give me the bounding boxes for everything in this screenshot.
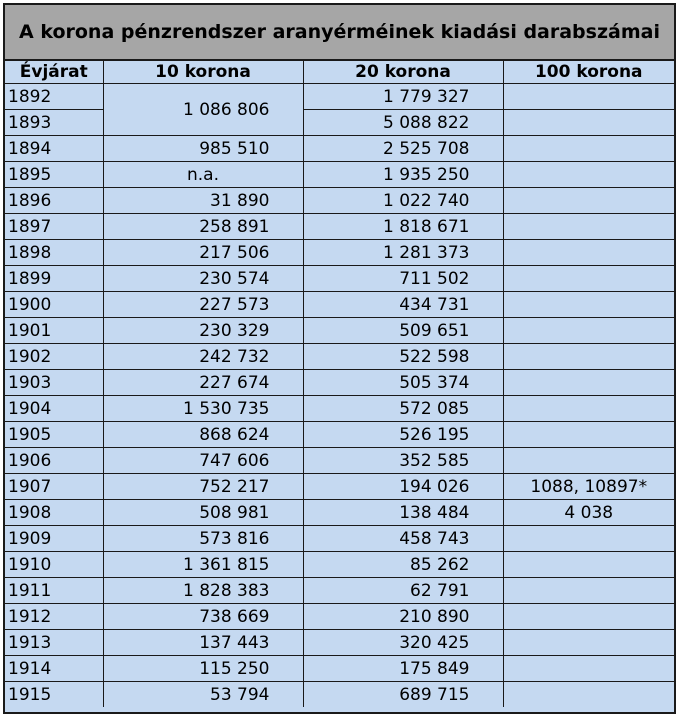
table-row: [5, 474, 674, 500]
table-row: [5, 552, 674, 578]
cell-year: 1914: [5, 656, 103, 682]
cell-100-korona: [503, 318, 674, 344]
cell-100-korona: [503, 422, 674, 448]
table-row: [5, 500, 674, 526]
table-row: [5, 630, 674, 656]
cell-year: 1902: [5, 344, 103, 370]
cell-year: 1901: [5, 318, 103, 344]
cell-year: 1903: [5, 370, 103, 396]
cell-10-korona: 137 443: [103, 630, 303, 656]
header-10-korona: 10 korona: [103, 61, 303, 84]
cell-100-korona: [503, 84, 674, 110]
cell-10-korona: 115 250: [103, 656, 303, 682]
table-row: [5, 578, 674, 604]
cell-20-korona: 526 195: [303, 422, 503, 448]
table-row: [5, 84, 674, 110]
cell-20-korona: 194 026: [303, 474, 503, 500]
cell-20-korona: 138 484: [303, 500, 503, 526]
cell-100-korona: [503, 266, 674, 292]
cell-year: 1910: [5, 552, 103, 578]
table-row: [5, 370, 674, 396]
cell-year: 1894: [5, 136, 103, 162]
coin-mintage-table-frame: [3, 3, 676, 714]
cell-10-korona: n.a.: [103, 162, 303, 188]
cell-10-korona: 227 573: [103, 292, 303, 318]
cell-20-korona: 352 585: [303, 448, 503, 474]
cell-year: 1904: [5, 396, 103, 422]
cell-20-korona: 572 085: [303, 396, 503, 422]
cell-year: 1911: [5, 578, 103, 604]
cell-100-korona: [503, 214, 674, 240]
cell-10-korona: 227 674: [103, 370, 303, 396]
cell-10-korona: 752 217: [103, 474, 303, 500]
table-row: [5, 422, 674, 448]
cell-10-korona: 985 510: [103, 136, 303, 162]
cell-year: 1892: [5, 84, 103, 110]
cell-100-korona: [503, 110, 674, 136]
cell-10-korona: 1 828 383: [103, 578, 303, 604]
table-row: [5, 214, 674, 240]
header-20-korona: 20 korona: [303, 61, 503, 84]
cell-20-korona: 5 088 822: [303, 110, 503, 136]
cell-100-korona: [503, 136, 674, 162]
cell-year: 1897: [5, 214, 103, 240]
cell-10-korona: 868 624: [103, 422, 303, 448]
table-row: [5, 448, 674, 474]
cell-100-korona: [503, 552, 674, 578]
cell-20-korona: 509 651: [303, 318, 503, 344]
cell-20-korona: 689 715: [303, 682, 503, 708]
cell-100-korona: [503, 604, 674, 630]
cell-20-korona: 2 525 708: [303, 136, 503, 162]
cell-10-korona: 53 794: [103, 682, 303, 708]
cell-10-korona: 31 890: [103, 188, 303, 214]
cell-10-korona: 258 891: [103, 214, 303, 240]
cell-year: 1899: [5, 266, 103, 292]
cell-10-korona: 747 606: [103, 448, 303, 474]
cell-100-korona: [503, 682, 674, 708]
cell-100-korona: [503, 162, 674, 188]
cell-20-korona: 320 425: [303, 630, 503, 656]
table-row: [5, 266, 674, 292]
cell-20-korona: 1 022 740: [303, 188, 503, 214]
table-row: [5, 604, 674, 630]
table-row: [5, 318, 674, 344]
cell-20-korona: 1 281 373: [303, 240, 503, 266]
header-year: Évjárat: [5, 61, 103, 84]
table-row: [5, 682, 674, 708]
cell-100-korona: [503, 526, 674, 552]
cell-20-korona: 85 262: [303, 552, 503, 578]
table-row: [5, 240, 674, 266]
cell-year: 1913: [5, 630, 103, 656]
cell-100-korona: 4 038: [503, 500, 674, 526]
table-row: [5, 396, 674, 422]
cell-year: 1893: [5, 110, 103, 136]
table-row: [5, 136, 674, 162]
cell-10-korona: 508 981: [103, 500, 303, 526]
cell-year: 1912: [5, 604, 103, 630]
cell-100-korona: [503, 188, 674, 214]
table-row: [5, 526, 674, 552]
table-row: [5, 656, 674, 682]
cell-100-korona: [503, 448, 674, 474]
cell-100-korona: [503, 370, 674, 396]
cell-year: 1907: [5, 474, 103, 500]
cell-100-korona: [503, 344, 674, 370]
cell-year: 1915: [5, 682, 103, 708]
cell-20-korona: 434 731: [303, 292, 503, 318]
cell-20-korona: 522 598: [303, 344, 503, 370]
cell-10-korona: 573 816: [103, 526, 303, 552]
table-row: [5, 292, 674, 318]
cell-20-korona: 175 849: [303, 656, 503, 682]
cell-20-korona: 458 743: [303, 526, 503, 552]
cell-year: 1906: [5, 448, 103, 474]
cell-10-korona: 738 669: [103, 604, 303, 630]
cell-year: 1895: [5, 162, 103, 188]
header-row: [5, 61, 674, 84]
header-100-korona: 100 korona: [503, 61, 674, 84]
mintage-table: [5, 61, 674, 707]
cell-20-korona: 210 890: [303, 604, 503, 630]
cell-year: 1898: [5, 240, 103, 266]
cell-10-korona: 217 506: [103, 240, 303, 266]
cell-100-korona: [503, 240, 674, 266]
cell-20-korona: 505 374: [303, 370, 503, 396]
table-title: A korona pénzrendszer aranyérméinek kiadási darabszámai: [5, 5, 674, 61]
cell-100-korona: [503, 292, 674, 318]
cell-10-korona: 1 361 815: [103, 552, 303, 578]
cell-100-korona: [503, 630, 674, 656]
table-body: [5, 84, 674, 708]
cell-100-korona: [503, 396, 674, 422]
cell-year: 1896: [5, 188, 103, 214]
cell-100-korona: [503, 656, 674, 682]
table-row: [5, 188, 674, 214]
cell-10-korona: 230 574: [103, 266, 303, 292]
cell-20-korona: 1 779 327: [303, 84, 503, 110]
cell-20-korona: 1 818 671: [303, 214, 503, 240]
cell-10-korona-merged: 1 086 806: [103, 84, 303, 136]
cell-20-korona: 1 935 250: [303, 162, 503, 188]
cell-year: 1909: [5, 526, 103, 552]
cell-10-korona: 242 732: [103, 344, 303, 370]
cell-10-korona: 230 329: [103, 318, 303, 344]
cell-year: 1900: [5, 292, 103, 318]
table-row: [5, 162, 674, 188]
cell-year: 1905: [5, 422, 103, 448]
cell-year: 1908: [5, 500, 103, 526]
cell-20-korona: 62 791: [303, 578, 503, 604]
cell-100-korona: [503, 578, 674, 604]
cell-20-korona: 711 502: [303, 266, 503, 292]
cell-10-korona: 1 530 735: [103, 396, 303, 422]
cell-100-korona: 1088, 10897*: [503, 474, 674, 500]
table-row: [5, 344, 674, 370]
